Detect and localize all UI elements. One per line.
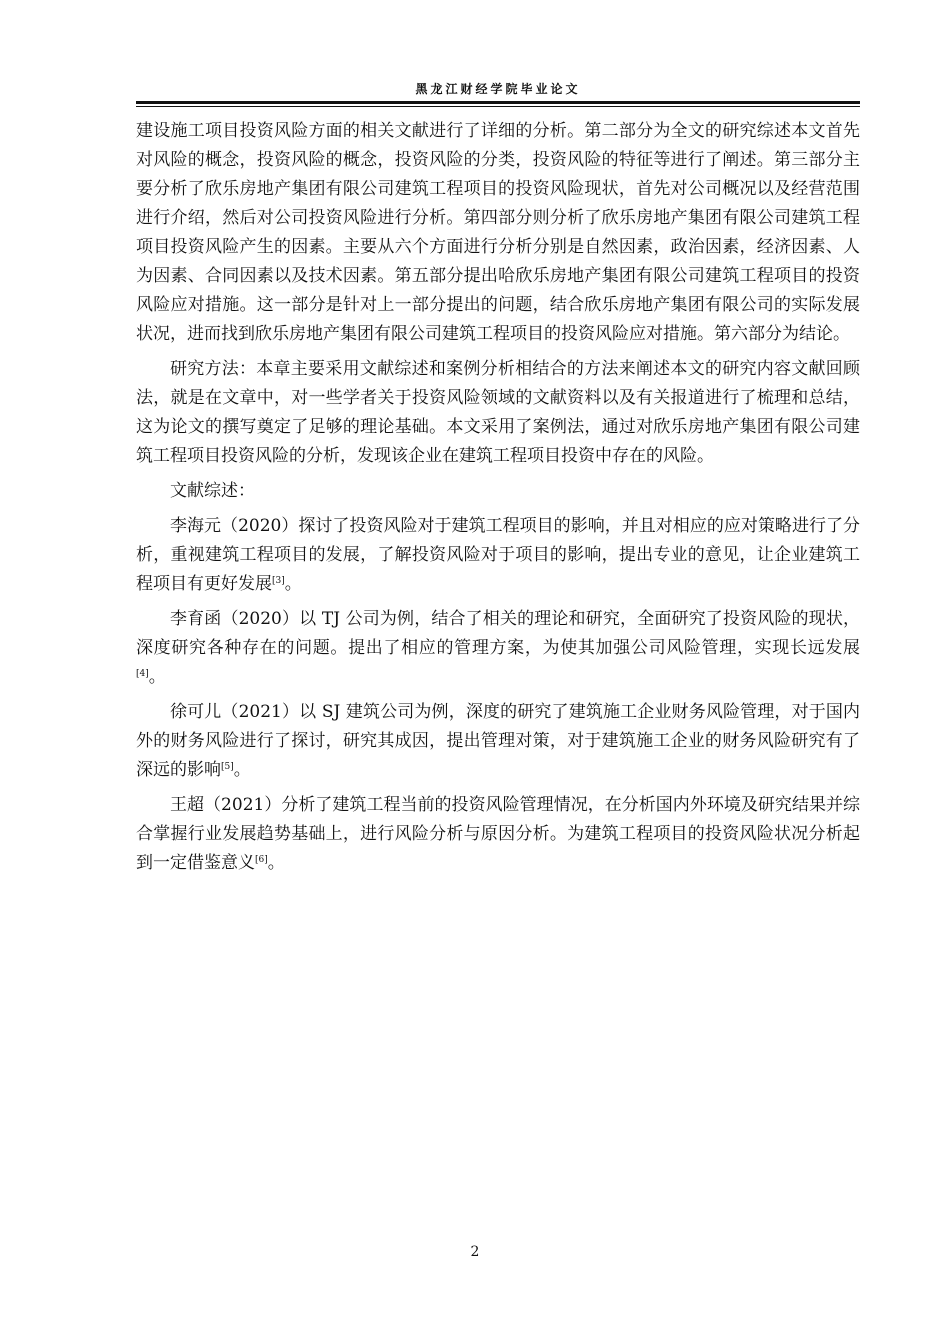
header-rule-thick bbox=[136, 101, 860, 104]
lit-3-text: 徐可儿（2021）以 SJ 建筑公司为例，深度的研究了建筑施工企业财务风险管理，对于国内外的财务风险进行了探讨，研究其成因，提出管理对策，对于建筑施工企业的财务风险研究有了深远的影响 bbox=[136, 702, 860, 780]
lit-2-end: 。 bbox=[148, 667, 166, 687]
citation-ref: [5] bbox=[221, 762, 234, 772]
page-number: 2 bbox=[470, 1244, 480, 1260]
running-header: 黑龙江财经学院毕业论文 bbox=[415, 82, 581, 96]
paragraph-structure: 建设施工项目投资风险方面的相关文献进行了详细的分析。第二部分为全文的研究综述本文首先对风险的概念，投资风险的概念，投资风险的分类，投资风险的特征等进行了阐述。第三部分主要分析了欣乐房地产集团有限公司建筑工程项目的投资风险现状，首先对公司概况以及经营范围进行介绍，然后对公司投资风险进行分析。第四部分则分析了欣乐房地产集团有限公司建筑工程项目投资风险产生的因素。主要从六个方面进行分析分别是自然因素，政治因素，经济因素、人为因素、合同因素以及技术因素。第五部分提出哈欣乐房地产集团有限公司建筑工程项目的投资风险应对措施。这一部分是针对上一部分提出的问题，结合欣乐房地产集团有限公司的实际发展状况，进而找到欣乐房地产集团有限公司建筑工程项目的投资风险应对措施。第六部分为结论。 bbox=[136, 121, 860, 344]
paragraph-lit-4 bbox=[136, 791, 860, 878]
citation-ref: [4] bbox=[136, 669, 149, 679]
lit-3-end: 。 bbox=[233, 760, 251, 780]
paragraph-methods: 研究方法：本章主要采用文献综述和案例分析相结合的方法来阐述本文的研究内容文献回顾法，就是在文章中，对一些学者关于投资风险领域的文献资料以及有关报道进行了梳理和总结，这为论文的撰写奠定了足够的理论基础。本文采用了案例法，通过对欣乐房地产集团有限公司建筑工程项目投资风险的分析，发现该企业在建筑工程项目投资中存在的风险。 bbox=[136, 359, 860, 466]
lit-4-end: 。 bbox=[267, 853, 285, 873]
paragraph-lit-2 bbox=[136, 605, 860, 692]
header-rule-thin bbox=[136, 106, 860, 107]
paragraph-lit-1 bbox=[136, 512, 860, 599]
heading-literature-review: 文献综述： bbox=[170, 481, 255, 501]
lit-2-text: 李育函（2020）以 TJ 公司为例，结合了相关的理论和研究，全面研究了投资风险的现状，深度研究各种存在的问题。提出了相应的管理方案，为使其加强公司风险管理，实现长远发展 bbox=[136, 609, 860, 658]
lit-1-text: 李海元（2020）探讨了投资风险对于建筑工程项目的影响，并且对相应的应对策略进行了分析，重视建筑工程项目的发展，了解投资风险对于项目的影响，提出专业的意见，让企业建筑工程项目有更好发展 bbox=[136, 516, 860, 594]
lit-1-end: 。 bbox=[284, 574, 302, 594]
body-text bbox=[136, 117, 860, 884]
lit-4-text: 王超（2021）分析了建筑工程当前的投资风险管理情况，在分析国内外环境及研究结果并综合掌握行业发展趋势基础上，进行风险分析与原因分析。为建筑工程项目的投资风险状况分析起到一定借鉴意义 bbox=[136, 795, 860, 873]
citation-ref: [3] bbox=[272, 576, 285, 586]
citation-ref: [6] bbox=[255, 855, 268, 865]
paragraph-lit-3 bbox=[136, 698, 860, 785]
